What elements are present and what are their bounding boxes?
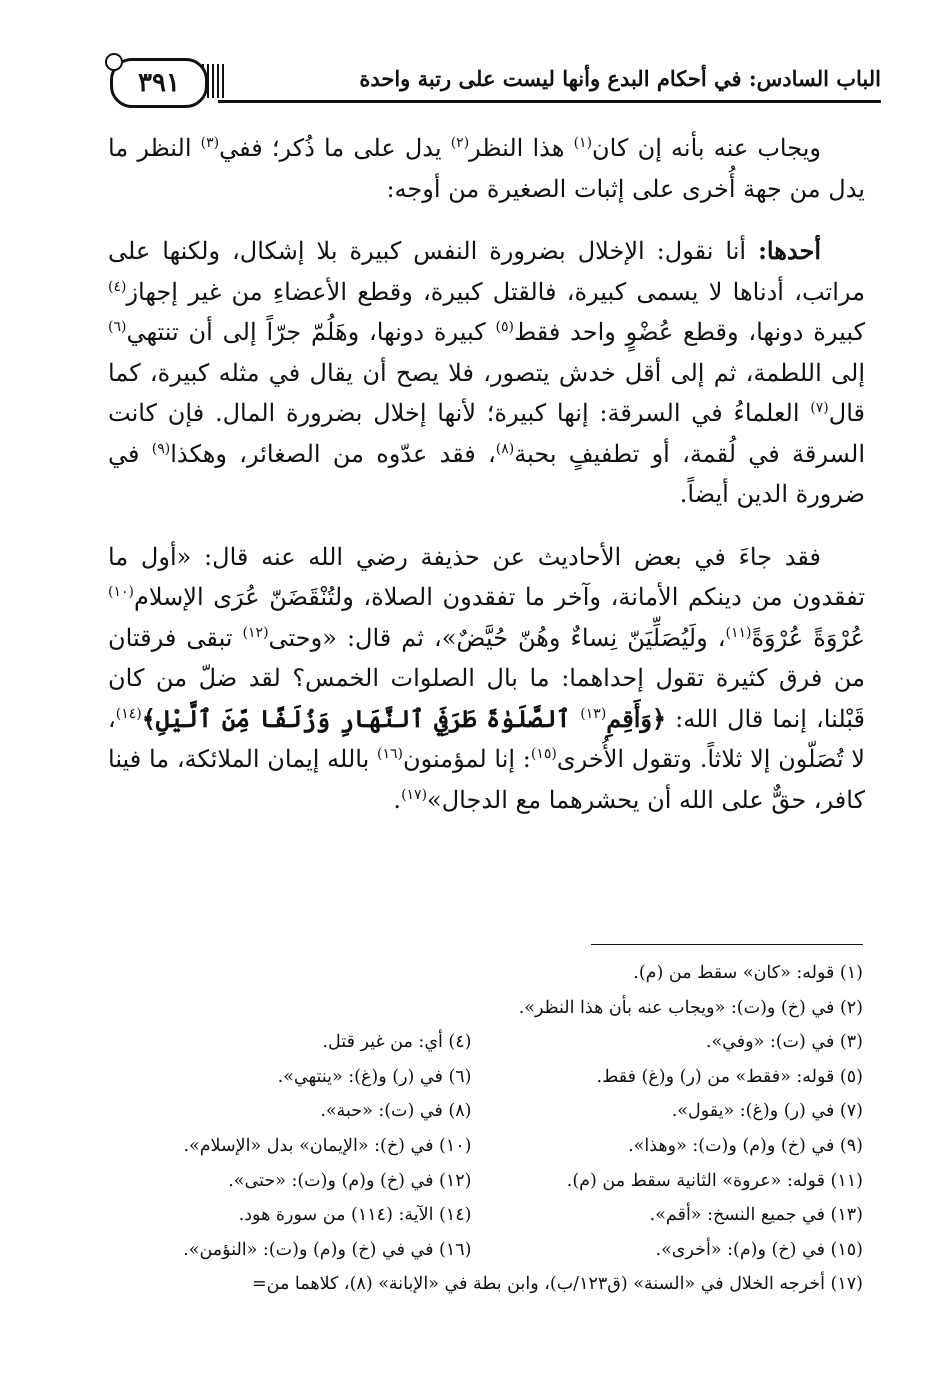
footnote-marker: (١٤) (115, 705, 142, 722)
page-number-badge (110, 58, 208, 108)
footnote: (٩) في (خ) و(م) و(ت): «وهذا». (628, 1135, 863, 1156)
page-header (110, 58, 881, 106)
text-run: : إنا لمؤمنون (402, 745, 531, 773)
footnote-marker: (٦) (108, 319, 127, 335)
footnote-marker: (١٦) (377, 746, 403, 762)
quran-verse: ٱلصَّلَوٰةَ طَرَفَيِ ٱلنَّهَارِ وَزُلَفًا مِّنَ ٱلَّيْلِ﴾ (141, 703, 581, 733)
text-run: ويجاب عنه بأنه إن كان (592, 134, 821, 162)
footnote: (٨) في (ت): «حبة». (320, 1101, 472, 1122)
footnote: (٦) في (ر) و(غ): «ينتهي». (277, 1066, 472, 1087)
footnote-separator (591, 944, 863, 945)
footnote-row (80, 1233, 863, 1268)
footnote: (١٧) أخرجه الخلال في «السنة» (ق١٢٣/ب)، وابن بطة في «الإبانة» (٨)، كلاهما من= (251, 1274, 863, 1295)
footnote-marker: (١٧) (401, 786, 428, 803)
text-run: العلماءُ في السرقة: إنها كبيرة؛ لأنها إخلال بضرورة المال. فإن كانت السرقة في لُقمة، أو تطفيفٍ بحبة (108, 399, 865, 468)
paragraph-2 (108, 231, 865, 515)
text-run: هذا النظر (469, 134, 574, 162)
footnote: (٤) أي: من غير قتل. (322, 1032, 472, 1053)
footnote: (١٠) في (خ): «الإيمان» بدل «الإسلام». (183, 1135, 472, 1156)
page-number: ٣٩١ (138, 68, 180, 98)
text-run: ، فقد عدّوه من الصغائر، وهكذا (170, 439, 496, 468)
footnote-marker: (٧) (810, 400, 829, 416)
text-run: عُرْوَةً عُرْوَةً (751, 623, 865, 652)
quran-verse: ﴿وَأَقِمِ (606, 703, 667, 733)
footnote: (٧) في (ر) و(غ): «يقول». (671, 1101, 863, 1122)
footnote-marker: (١) (573, 135, 593, 151)
footnote-marker: (٤) (108, 278, 127, 295)
footnote: (٢) في (خ) و(ت): «ويجاب عنه بأن هذا النظر». (518, 997, 863, 1018)
footnote-row (80, 1129, 863, 1164)
footnote-marker: (٣) (200, 135, 220, 151)
footnotes (80, 956, 863, 1302)
footnote-row (80, 1164, 863, 1199)
footnote-marker: (١٠) (108, 584, 134, 600)
badge-ring-ornament (105, 53, 123, 71)
footnote: (٣) في (ت): «وفي». (705, 1032, 863, 1053)
running-title: الباب السادس: في أحكام البدع وأنها ليست على رتبة واحدة (359, 66, 881, 91)
paragraph-1 (108, 128, 865, 209)
footnote-row (80, 1198, 863, 1233)
footnote: (٥) قوله: «فقط» من (ر) و(غ) فقط. (596, 1066, 863, 1087)
text-run: . (393, 785, 402, 814)
footnote-marker: (٩) (151, 440, 171, 457)
footnote: (١٥) في (خ) و(م): «أخرى». (655, 1239, 863, 1260)
text-run: كبيرة دونها، وقطع عُضْوٍ واحد فقط (513, 318, 866, 346)
footnote: (١٣) في جميع النسخ: «أقم». (649, 1205, 863, 1226)
footnote-marker: (١١) (725, 624, 752, 641)
text-run: بالله إيمان الملائكة، ما فينا كافر، حقٌّ على الله أن يحشرهما مع الدجال» (108, 745, 865, 814)
text-run: أنا نقول: الإخلال بضرورة النفس كبيرة بلا إشكال، ولكنها على مراتب، أدناها لا يسمى كبيرة، فالقتل كبيرة، وقطع الأعضاءِ من غير إجهاز (108, 237, 865, 306)
paragraph-lead: أحدها: (758, 236, 821, 265)
footnote: (١٢) في (خ) و(م) و(ت): «حتى». (228, 1170, 472, 1191)
header-rule (218, 100, 881, 103)
text-run: في ضرورة الدين أيضاً. (108, 439, 865, 508)
footnote: (١١) قوله: «عروة» الثانية سقط من (م). (566, 1170, 863, 1191)
text-run: فقد جاءَ في بعض الأحاديث عن حذيفة رضي الله عنه قال: «أول ما تفقدون من دينكم الأمانة، وآخر ما تفقدون الصلاة، ولتُنْقَضَنّ عُرَى الإسلام (108, 542, 865, 611)
main-text (108, 128, 865, 842)
text-run: تبقى فرقتان من فرق كثيرة تقول إحداهما: ما بال الصلوات الخمس؟ لقد ضلّ من كان قَبْلنا، إنما قال الله: (108, 623, 865, 733)
footnote-row (80, 1060, 863, 1095)
footnote-marker: (٨) (495, 440, 515, 457)
footnote-marker: (١٣) (580, 705, 607, 722)
footnote-row (80, 1025, 863, 1060)
footnote-row (80, 1094, 863, 1129)
text-run: ، لا تُصَلّون إلا ثلاثاً. وتقول الأُخرى (108, 704, 865, 773)
footnote-marker: (٢) (450, 135, 470, 151)
text-run: كبيرة دونها، وهَلُمّ جرّاً إلى أن تنتهي (126, 318, 496, 346)
text-run: النظر ما يدل من جهة أُخرى على إثبات الصغيرة من أوجه: (108, 134, 865, 203)
footnote: (١٦) في في (خ) و(م) و(ت): «النؤمن». (183, 1239, 472, 1260)
footnote-marker: (١٥) (530, 746, 557, 762)
footnote: (١) قوله: «كان» سقط من (م). (633, 963, 863, 983)
text-run: يدل على ما ذُكر؛ ففي (219, 134, 451, 162)
text-run: ، ولَيُصَلِّيَنّ نِساءٌ وهُنّ حُيَّضٌ»، ثم قال: «وحتى (268, 623, 726, 652)
footnote-marker: (١٢) (242, 624, 269, 641)
text-run: إلى اللطمة، ثم إلى أقل خدش يتصور، فلا يصح أن يقال في مثله كبيرة، كما قال (108, 358, 865, 427)
footnote: (١٤) الآية: (١١٤) من سورة هود. (238, 1205, 472, 1226)
paragraph-3 (108, 537, 865, 821)
footnote-marker: (٥) (495, 319, 514, 335)
